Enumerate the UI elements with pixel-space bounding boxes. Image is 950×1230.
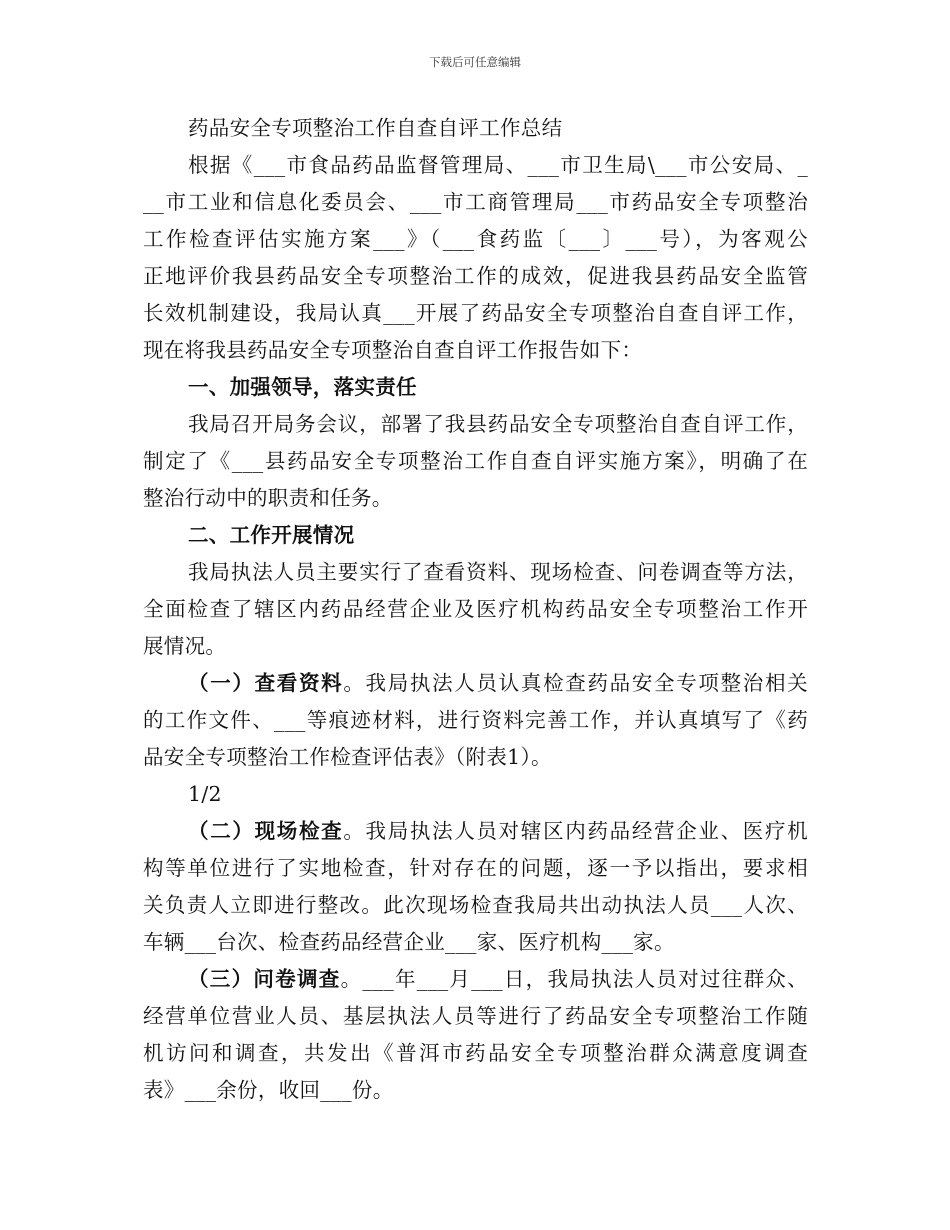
item-1-paragraph [143,665,808,776]
document-body [143,110,808,1109]
page-header-note: 下载后可任意编辑 [429,55,521,69]
item-1-line-text: 。我局执法人员认真检查药品安全专项整治相关 [343,671,808,695]
section-1-line: 制定了《___县药品安全专项整治工作自查自评实施方案》，明确了在 [143,449,808,473]
item-2-line: 构等单位进行了实地检查，针对存在的问题，逐一予以指出，要求相 [143,856,808,880]
intro-line: 现在将我县药品安全专项整治自查自评工作报告如下： [143,338,643,362]
section-2-paragraph [143,554,808,665]
item-2-lead: （二）现场检查 [188,819,344,843]
intro-line: 长效机制建设，我局认真___开展了药品安全专项整治自查自评工作， [143,301,808,325]
item-1-line: 品安全专项整治工作检查评估表》（附表1）。 [143,745,552,769]
item-3-line: 表》___余份，收回___份。 [143,1078,394,1102]
item-1-first-line [143,665,808,702]
section-heading-1: 一、加强领导，落实责任 [188,375,417,399]
item-3-lead: （三）问卷调查 [188,967,341,991]
section-2-line: 全面检查了辖区内药品经营企业及医疗机构药品安全专项整治工作开 [143,597,808,621]
intro-line: __市工业和信息化委员会、___市工商管理局___市药品安全专项整治 [143,190,808,214]
section-1-line: 我局召开局务会议，部署了我县药品安全专项整治自查自评工作， [188,412,808,436]
section-2-line: 展情况。 [143,634,227,658]
intro-line: 工作检查评估实施方案___》（___食药监〔___〕___号），为客观公 [143,227,808,251]
section-2-line: 我局执法人员主要实行了查看资料、现场检查、问卷调查等方法， [188,560,808,584]
item-2-paragraph [143,813,808,961]
section-heading-2: 二、工作开展情况 [188,523,355,547]
item-2-first-line [143,813,808,850]
item-3-paragraph [143,961,808,1109]
item-3-line: 经营单位营业人员、基层执法人员等进行了药品安全专项整治工作随 [143,1004,808,1028]
item-1-lead: （一）查看资料 [188,671,344,695]
item-3-line-text: 。___年___月___日，我局执法人员对过往群众、 [340,967,808,991]
item-2-line: 关负责人立即进行整改。此次现场检查我局共出动执法人员___人次、 [143,893,808,917]
item-2-line-text: 。我局执法人员对辖区内药品经营企业、医疗机 [343,819,808,843]
item-1-line: 的工作文件、___等痕迹材料，进行资料完善工作，并认真填写了《药 [143,708,808,732]
section-1-line: 整治行动中的职责和任务。 [143,486,393,510]
document-title: 药品安全专项整治工作自查自评工作总结 [188,116,563,140]
section-1-paragraph [143,406,808,517]
item-3-line: 机访问和调查，共发出《普洱市药品安全专项整治群众满意度调查 [143,1041,808,1065]
intro-line: 正地评价我县药品安全专项整治工作的成效，促进我县药品安全监管 [143,264,808,288]
intro-paragraph [143,147,808,369]
page-number: 1/2 [188,782,222,806]
item-2-line: 车辆___台次、检查药品经营企业___家、医疗机构___家。 [143,930,675,954]
intro-line: 根据《___市食品药品监督管理局、___市卫生局\___市公安局、_ [188,153,808,177]
item-3-first-line [143,961,808,998]
